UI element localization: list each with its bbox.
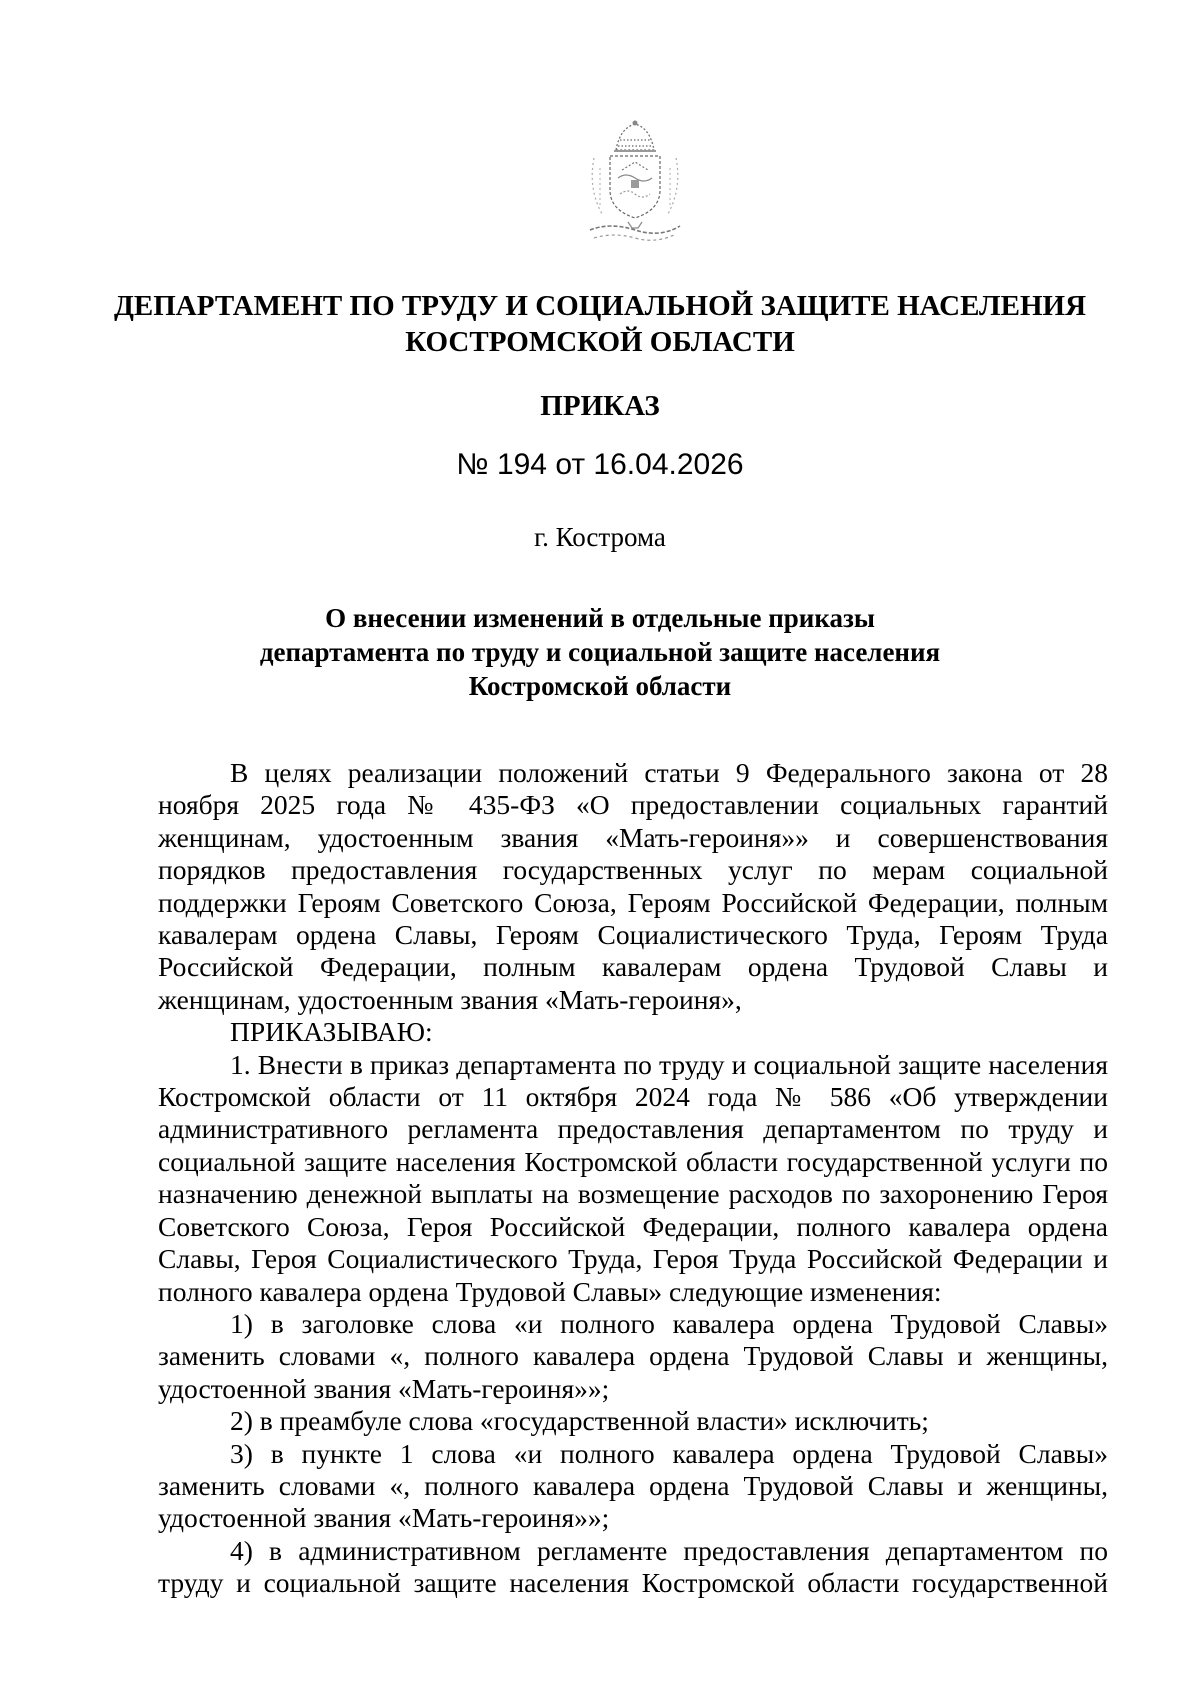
sub-item-3-paragraph: 3) в пункте 1 слова «и полного кавалера ордена Трудовой Славы» заменить словами «, полного кавалера ордена Трудовой Славы и женщины, удостоенной звания «Мать-героиня»»; [158, 1437, 1108, 1534]
department-name-line1: ДЕПАРТАМЕНТ ПО ТРУДУ И СОЦИАЛЬНОЙ ЗАЩИТЕ НАСЕЛЕНИЯ [113, 290, 1087, 322]
order-number: № 194 от 16.04.2026 [456, 448, 744, 481]
document-body [158, 757, 1108, 1600]
city-name: г. Кострома [534, 522, 666, 552]
order-subject [100, 601, 1100, 703]
department-name [100, 288, 1100, 360]
order-subject-line3: Костромской области [468, 671, 732, 701]
order-word: ПРИКАЗЫВАЮ: [230, 1016, 433, 1048]
sub-item-1-paragraph: 1) в заголовке слова «и полного кавалера ордена Трудовой Славы» заменить словами «, полного кавалера ордена Трудовой Славы и женщины, удостоенной звания «Мать-героиня»»; [158, 1307, 1108, 1404]
sub-item-4-paragraph: 4) в административном регламенте предоставления департаментом по труду и социальной защите населения Костромской области государственной [158, 1534, 1108, 1599]
order-subject-line1: О внесении изменений в отдельные приказы [325, 603, 875, 633]
order-subject-line2: департамента по труду и социальной защите населения [259, 637, 941, 667]
coat-of-arms-icon [580, 118, 690, 254]
preamble-paragraph: В целях реализации положений статьи 9 Федерального закона от 28 ноября 2025 года № 435-ФЗ «О предоставлении социальных гарантий женщинам, удостоенным звания «Мать-героиня»» и совершенствования порядков предоставления государственных услуг по мерам социальной поддержки Героям Советского Союза, Героям Российской Федерации, полным кавалерам ордена Славы, Героям Социалистического Труда, Героям Труда Российской Федерации, полным кавалерам ордена Трудовой Славы и женщинам, удостоенным звания «Мать-героиня», [158, 757, 1108, 1015]
order-title: ПРИКАЗ [540, 390, 660, 422]
item-1-paragraph: 1. Внести в приказ департамента по труду и социальной защите населения Костромской области от 11 октября 2024 года № 586 «Об утверждении административного регламента предоставления департаментом по труду и социальной защите населения Костромской области государственной услуги по назначению денежной выплаты на возмещение расходов по захоронению Героя Советского Союза, Героя Российской Федерации, полного кавалера ордена Славы, Героя Социалистического Труда, Героя Труда Российской Федерации и полного кавалера ордена Трудовой Славы» следующие изменения: [158, 1048, 1108, 1307]
department-name-line2: КОСТРОМСКОЙ ОБЛАСТИ [405, 326, 795, 358]
sub-item-2-paragraph: 2) в преамбуле слова «государственной власти» исключить; [230, 1405, 929, 1437]
